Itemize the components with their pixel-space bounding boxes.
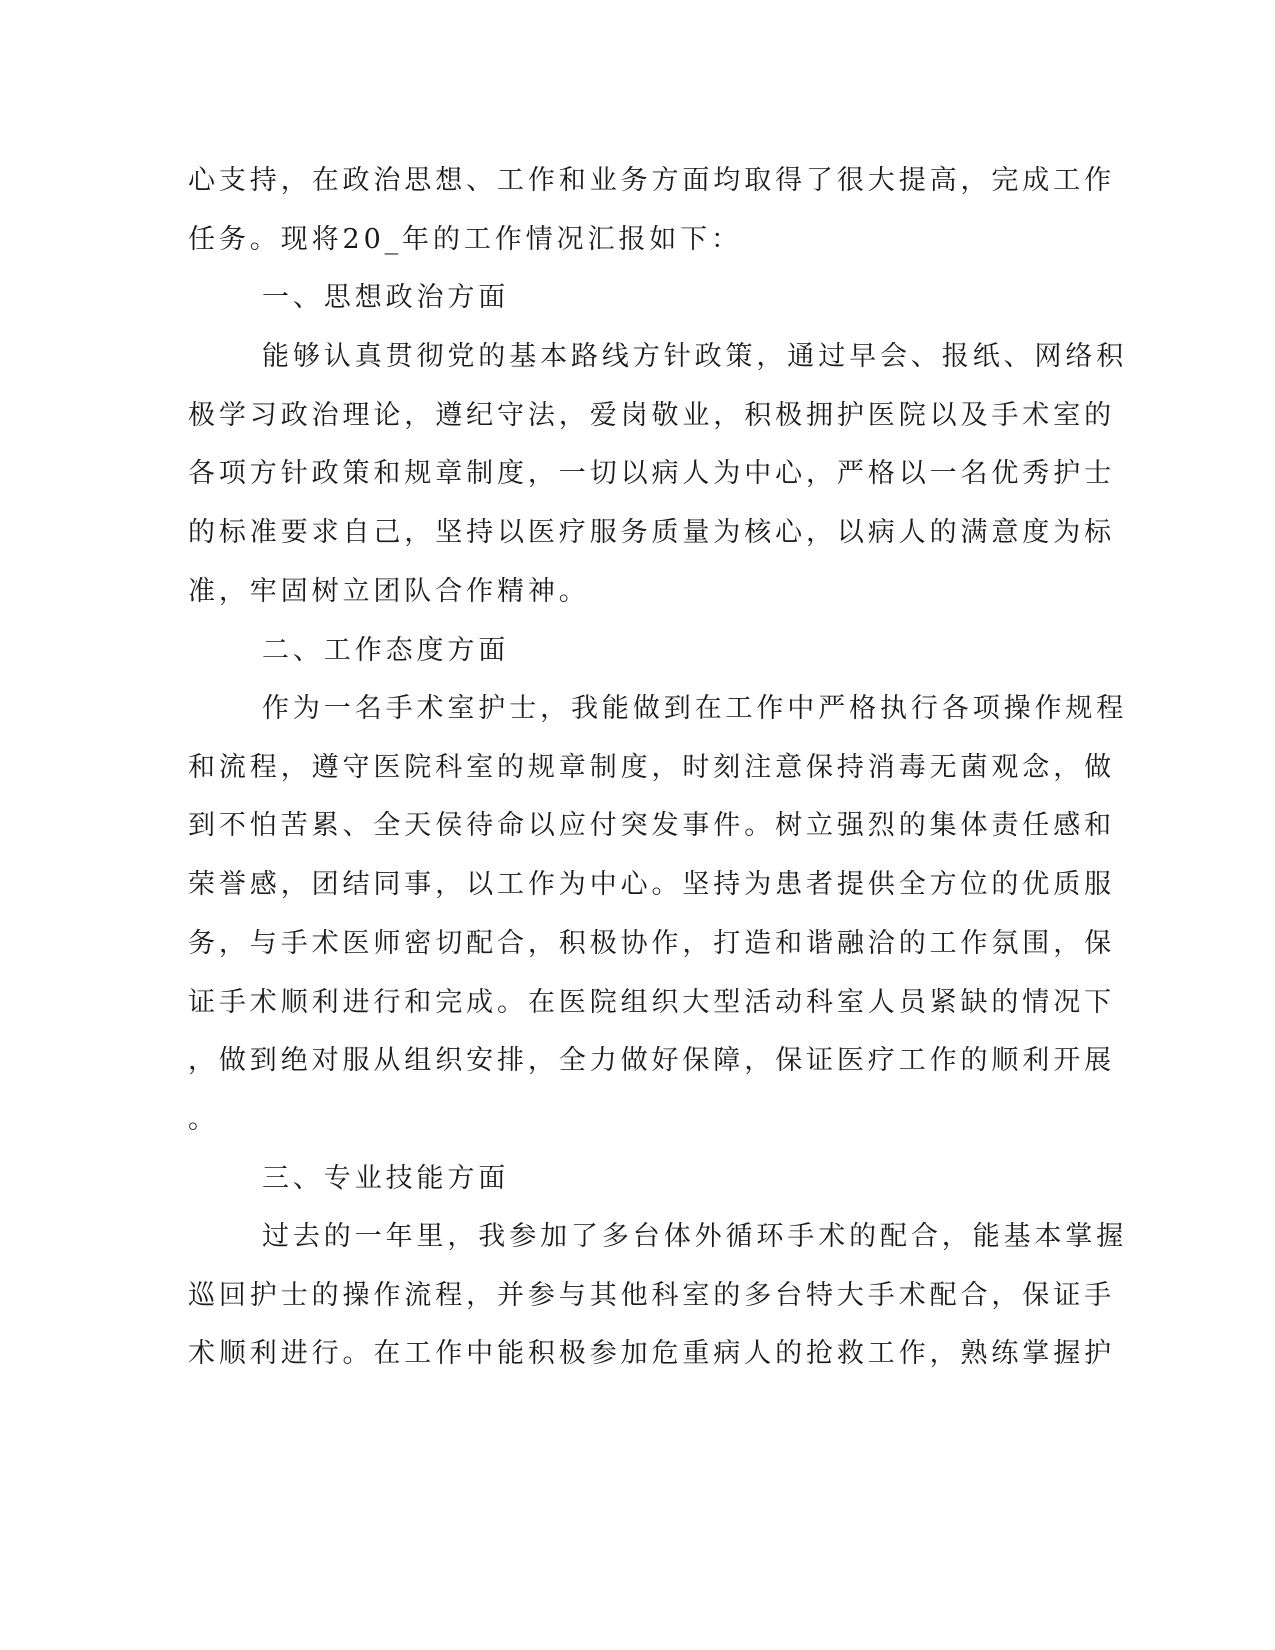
text-line: 作为一名手术室护士，我能做到在工作中严格执行各项操作规程 xyxy=(262,693,1128,724)
section-heading-professional-skills: 三、专业技能方面 xyxy=(262,1163,510,1194)
section-heading-thought-politics: 一、思想政治方面 xyxy=(262,282,510,313)
text-line: 术顺利进行。在工作中能积极参加危重病人的抢救工作，熟练掌握护 xyxy=(188,1338,1115,1369)
text-line: 准，牢固树立团队合作精神。 xyxy=(188,576,590,607)
text-line: 务，与手术医师密切配合，积极协作，打造和谐融洽的工作氛围，保 xyxy=(188,928,1115,959)
text-line: 过去的一年里，我参加了多台体外循环手术的配合，能基本掌握 xyxy=(262,1221,1128,1252)
text-line: 极学习政治理论，遵纪守法，爱岗敬业，积极拥护医院以及手术室的 xyxy=(188,400,1115,431)
text-line: 巡回护士的操作流程，并参与其他科室的多台特大手术配合，保证手 xyxy=(188,1280,1115,1311)
text-line: 证手术顺利进行和完成。在医院组织大型活动科室人员紧缺的情况下 xyxy=(188,987,1115,1018)
text-line: 任务。现将20_年的工作情况汇报如下： xyxy=(188,224,742,255)
text-line: ，做到绝对服从组织安排，全力做好保障，保证医疗工作的顺利开展 xyxy=(188,1045,1115,1076)
text-line: 能够认真贯彻党的基本路线方针政策，通过早会、报纸、网络积 xyxy=(262,341,1128,372)
section-heading-work-attitude: 二、工作态度方面 xyxy=(262,635,510,666)
text-line: 。 xyxy=(188,1104,219,1135)
text-line: 和流程，遵守医院科室的规章制度，时刻注意保持消毒无菌观念，做 xyxy=(188,752,1115,783)
text-line: 荣誉感，团结同事，以工作为中心。坚持为患者提供全方位的优质服 xyxy=(188,869,1115,900)
text-line: 的标准要求自己，坚持以医疗服务质量为核心，以病人的满意度为标 xyxy=(188,517,1115,548)
text-line: 心支持，在政治思想、工作和业务方面均取得了很大提高，完成工作 xyxy=(188,165,1115,196)
text-line: 各项方针政策和规章制度，一切以病人为中心，严格以一名优秀护士 xyxy=(188,458,1115,489)
text-line: 到不怕苦累、全天侯待命以应付突发事件。树立强烈的集体责任感和 xyxy=(188,810,1115,841)
